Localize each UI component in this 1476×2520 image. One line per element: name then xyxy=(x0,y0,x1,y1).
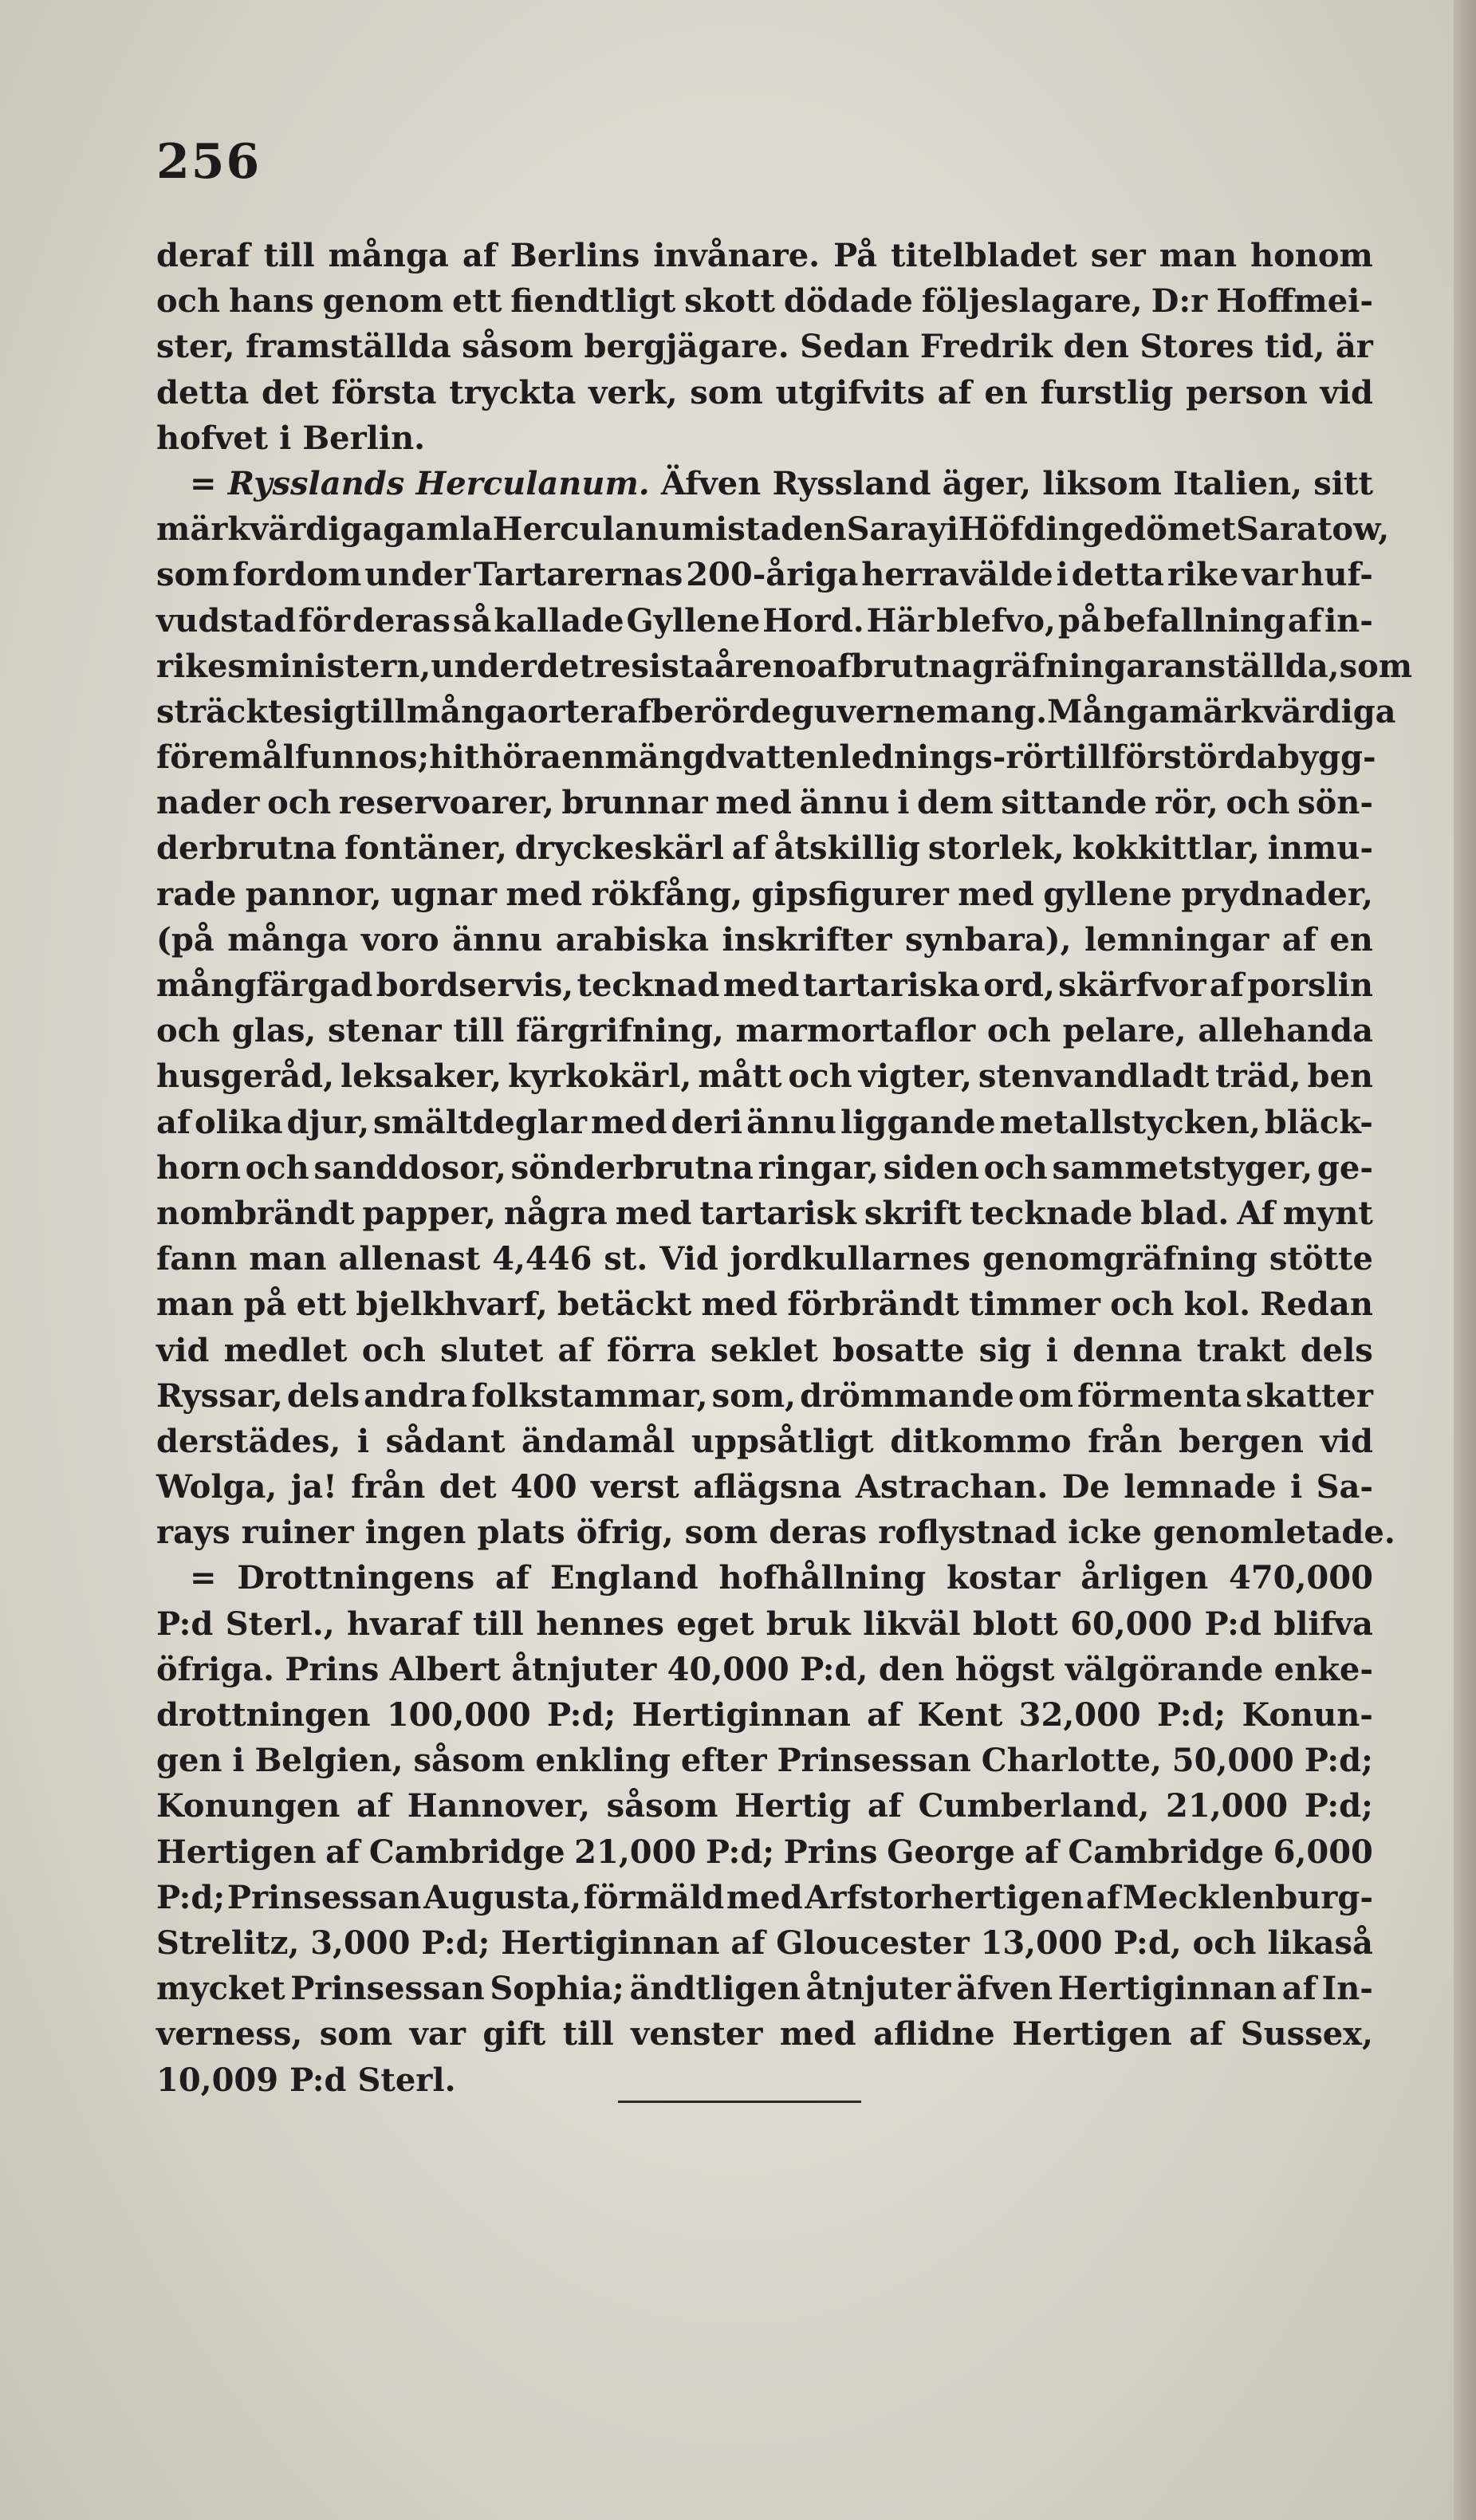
text-line: detta det första tryckta verk, som utgifvits af en furstlig person vid xyxy=(156,373,1373,411)
text-line: vudstad för deras så kallade Gyllene Hord. Här blefvo, på befallning af in- xyxy=(156,601,1373,640)
text-line: husgeråd, leksaker, kyrkokärl, mått och vigter, stenvandladt träd, ben xyxy=(156,1057,1373,1096)
text-line: P:d Sterl., hvaraf till hennes eget bruk likväl blott 60,000 P:d blifva xyxy=(156,1605,1373,1643)
text-line: nombrändt papper, några med tartarisk skrift tecknade blad. Af mynt xyxy=(156,1194,1373,1232)
text-line: som fordom under Tartarernas 200-åriga herravälde i detta rike var huf- xyxy=(156,556,1373,594)
text-line: Ryssar, dels andra folkstammar, som, drömmande om förmenta skatter xyxy=(156,1376,1373,1415)
text-line: Wolga, ja! från det 400 verst aflägsna Astrachan. De lemnade i Sa- xyxy=(156,1468,1373,1506)
text-line: Strelitz, 3,000 P:d; Hertiginnan af Gloucester 13,000 P:d, och likaså xyxy=(156,1923,1373,1962)
text-line: fann man allenast 4,446 st. Vid jordkullarnes genomgräfning stötte xyxy=(156,1240,1373,1278)
text-line: af olika djur, smältdeglar med deri ännu liggande metallstycken, bläck- xyxy=(156,1103,1373,1141)
text-line: rade pannor, ugnar med rökfång, gipsfigurer med gyllene prydnader, xyxy=(156,875,1373,913)
text-line: drottningen 100,000 P:d; Hertiginnan af Kent 32,000 P:d; Konun- xyxy=(156,1696,1373,1734)
text-line: horn och sanddosor, sönderbrutna ringar, siden och sammetstyger, ge- xyxy=(156,1148,1373,1187)
section-divider-rule xyxy=(618,2101,861,2103)
text-line: hofvet i Berlin. xyxy=(156,419,426,457)
body-text xyxy=(156,233,1413,2103)
text-line: man på ett bjelkhvarf, betäckt med förbrändt timmer och kol. Redan xyxy=(156,1286,1373,1324)
text-line: P:d; Prinsessan Augusta, förmäld med Arfstorhertigen af Mecklenburg- xyxy=(156,1878,1373,1916)
text-line: Konungen af Hannover, såsom Hertig af Cumberland, 21,000 P:d; xyxy=(156,1787,1373,1825)
text-line: = Rysslands Herculanum. Äfven Ryssland äger, liksom Italien, sitt xyxy=(190,464,1373,502)
page-number: 256 xyxy=(156,134,262,190)
text-line: rikes ministern, under de tre sista åren oafbrutna gräfningar anställda, som xyxy=(156,647,1413,685)
text-line: mycket Prinsessan Sophia; ändtligen åtnjuter äfven Hertiginnan af In- xyxy=(156,1970,1373,2008)
text-line: och hans genom ett fiendtligt skott dödade följeslagare, D:r Hoffmei- xyxy=(156,282,1373,321)
text-line: derbrutna fontäner, dryckeskärl af åtskillig storlek, kokkittlar, inmu- xyxy=(156,829,1373,868)
text-line: föremål funnos; hit höra en mängd vattenlednings-rör till förstörda bygg- xyxy=(156,738,1376,777)
text-line: gen i Belgien, såsom enkling efter Prinsessan Charlotte, 50,000 P:d; xyxy=(156,1742,1373,1780)
text-line: Hertigen af Cambridge 21,000 P:d; Prins George af Cambridge 6,000 xyxy=(156,1833,1373,1871)
text-line: 10,009 P:d Sterl. xyxy=(156,2061,456,2099)
text-line: och glas, stenar till färgrifning, marmortaflor och pelare, allehanda xyxy=(156,1012,1373,1050)
page-edge xyxy=(1454,0,1476,2520)
text-line: = Drottningens af England hofhållning kostar årligen 470,000 xyxy=(190,1559,1373,1597)
text-line: ster, framställda såsom bergjägare. Sedan Fredrik den Stores tid, är xyxy=(156,328,1373,366)
text-line: rays ruiner ingen plats öfrig, som deras roflystnad icke genomletade. xyxy=(156,1514,1395,1552)
text-line: verness, som var gift till venster med aflidne Hertigen af Sussex, xyxy=(156,2015,1373,2053)
text-line: (på många voro ännu arabiska inskrifter synbara), lemningar af en xyxy=(156,920,1373,959)
text-line: öfriga. Prins Albert åtnjuter 40,000 P:d, den högst välgörande enke- xyxy=(156,1650,1373,1688)
text-line: vid medlet och slutet af förra seklet bosatte sig i denna trakt dels xyxy=(156,1331,1373,1369)
text-line: märkvärdiga gamla Herculanum i staden Saray i Höfdingedömet Saratow, xyxy=(156,510,1390,549)
text-line: nader och reservoarer, brunnar med ännu i dem sittande rör, och sön- xyxy=(156,784,1373,822)
text-line: derstädes, i sådant ändamål uppsåtligt ditkommo från bergen vid xyxy=(156,1422,1373,1460)
text-line: deraf till många af Berlins invånare. På titelbladet ser man honom xyxy=(156,237,1373,274)
text-line: mångfärgad bordservis, tecknad med tartariska ord, skärfvor af porslin xyxy=(156,967,1373,1004)
text-line: sträckte sig till många orter af berörde guvernemang. Många märkvärdiga xyxy=(156,692,1396,730)
